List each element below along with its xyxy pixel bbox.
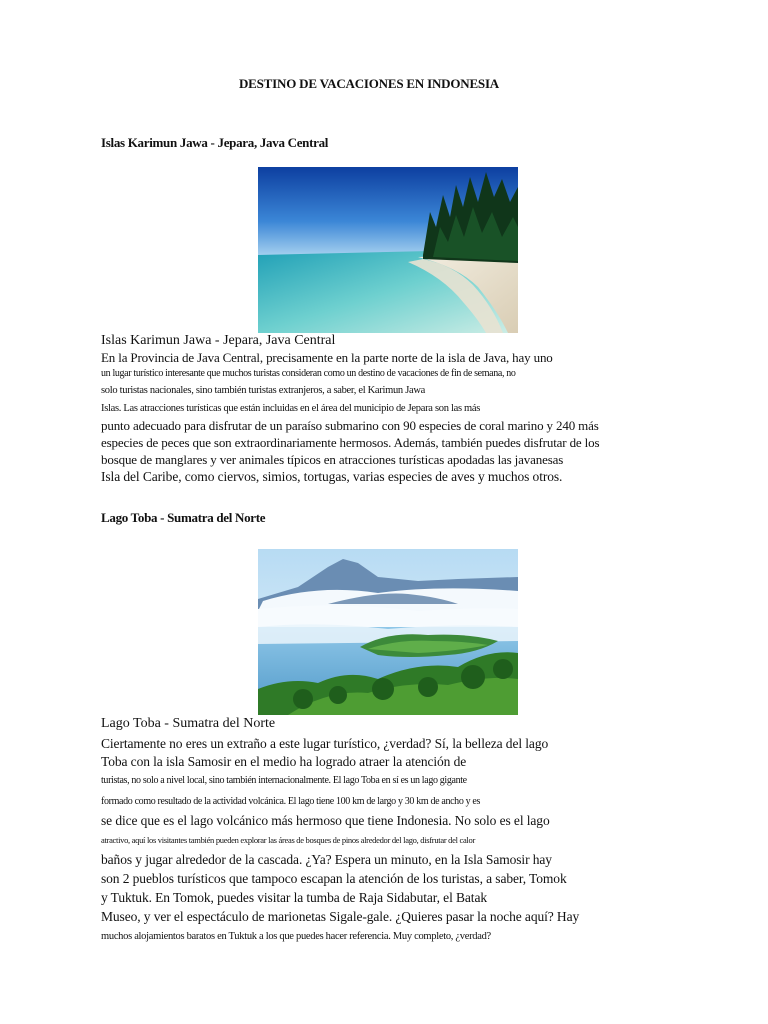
paragraph-line: atractivo, aquí los visitantes también pueden explorar las áreas de bosques de pinos alrededor del lago, disfrutar del calor (101, 835, 475, 845)
paragraph-line: baños y jugar alrededor de la cascada. ¿Ya? Espera un minuto, en la Isla Samosir hay (101, 852, 552, 867)
paragraph-line: un lugar turístico interesante que muchos turistas consideran como un destino de vacaciones de fin de semana, no (101, 368, 516, 379)
paragraph-line: especies de peces que son extraordinariamente hermosos. Además, también puedes disfrutar de los (101, 435, 600, 450)
paragraph-line: solo turistas nacionales, sino también turistas extranjeros, a saber, el Karimun Jawa (101, 385, 425, 396)
paragraph-line: punto adecuado para disfrutar de un paraíso submarino con 90 especies de coral marino y 240 más (101, 418, 599, 433)
lake-toba-photo (258, 549, 518, 715)
caption-karimun: Islas Karimun Jawa - Jepara, Java Central (101, 333, 336, 348)
paragraph-line: muchos alojamientos baratos en Tuktuk a los que puedes hacer referencia. Muy completo, ¿verdad? (101, 931, 491, 942)
caption-toba: Lago Toba - Sumatra del Norte (101, 716, 276, 731)
paragraph-line: Islas. Las atracciones turísticas que están incluidas en el área del municipio de Jepara son las más (101, 403, 481, 414)
document-title: DESTINO DE VACACIONES EN INDONESIA (238, 76, 499, 91)
paragraph-line: turistas, no solo a nivel local, sino también internacionalmente. El lago Toba en sí es un lago gigante (101, 775, 467, 786)
paragraph-line: En la Provincia de Java Central, precisamente en la parte norte de la isla de Java, hay uno (101, 350, 553, 365)
section-heading-karimun: Islas Karimun Jawa - Jepara, Java Central (101, 135, 329, 150)
section-heading-toba: Lago Toba - Sumatra del Norte (101, 510, 266, 525)
paragraph-line: se dice que es el lago volcánico más hermoso que tiene Indonesia. No solo es el lago (101, 813, 550, 828)
paragraph-line: son 2 pueblos turísticos que tampoco escapan la atención de los turistas, a saber, Tomok (101, 871, 567, 886)
paragraph-line: Isla del Caribe, como ciervos, simios, tortugas, varias especies de aves y muchos otros. (101, 469, 563, 484)
paragraph-line: Museo, y ver el espectáculo de marionetas Sigale-gale. ¿Quieres pasar la noche aquí? Hay (101, 909, 580, 924)
paragraph-line: Ciertamente no eres un extraño a este lugar turístico, ¿verdad? Sí, la belleza del lago (101, 736, 549, 751)
paragraph-line: y Tuktuk. En Tomok, puedes visitar la tumba de Raja Sidabutar, el Batak (101, 890, 487, 905)
paragraph-line: Toba con la isla Samosir en el medio ha logrado atraer la atención de (101, 754, 467, 769)
paragraph-line: bosque de manglares y ver animales típicos en atracciones turísticas apodadas las javanesas (101, 452, 564, 467)
paragraph-line: formado como resultado de la actividad volcánica. El lago tiene 100 km de largo y 30 km de ancho y es (101, 796, 481, 807)
karimun-beach-photo (258, 167, 518, 333)
